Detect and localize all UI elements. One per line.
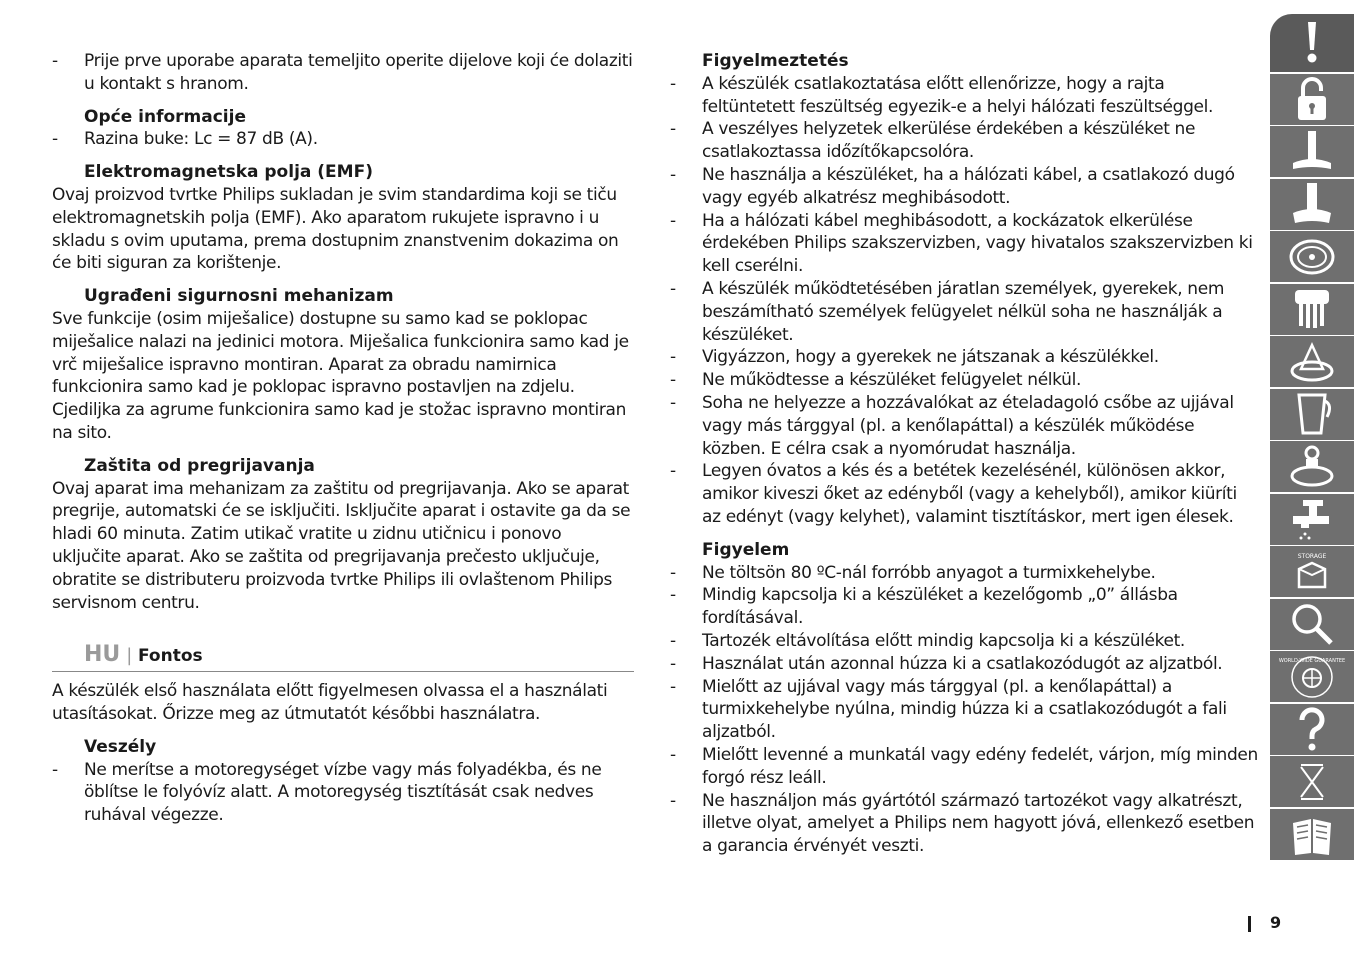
section-title: Fontos xyxy=(138,646,203,667)
section-tabs xyxy=(1270,14,1354,861)
tab-environment[interactable] xyxy=(1270,756,1354,807)
list-item: - A veszélyes helyzetek elkerülése érdekében a készüléket ne csatlakoztassa időzítőkapcsolóra. xyxy=(670,118,1260,164)
tab-grater[interactable] xyxy=(1270,284,1354,335)
list-item: - Ne töltsön 80 ºC-nál forróbb anyagot a turmixkehelybe. xyxy=(670,562,1260,585)
unlock-icon xyxy=(1289,76,1335,122)
language-code: HU xyxy=(84,642,121,668)
list-item: - Mielőtt levenné a munkatál vagy edény fedelét, várjon, míg minden forgó rész leáll. xyxy=(670,744,1260,790)
list-item: - Legyen óvatos a kés és a betétek kezelésénél, különösen akkor, amikor kiveszi őket az edényből (vagy a kehelyből), amikor kiüríti az edényt (vagy kelyhet), valamint tisztításkor, mert igen élesek. xyxy=(670,460,1260,528)
tab-citrus-press[interactable] xyxy=(1270,336,1354,387)
list-item: - A készülék működtetésében járatlan személyek, gyerekek, nem beszámítható személyek felügyelet nélkül soha ne használják a készüléket. xyxy=(670,278,1260,346)
juicer-icon xyxy=(1289,444,1335,490)
storage-text: STORAGE xyxy=(1297,552,1327,560)
list-item: - Prije prve uporabe aparata temeljito operite dijelove koji će dolaziti u kontakt s hranom. xyxy=(52,50,634,96)
section-heading-danger: Veszély xyxy=(84,736,157,757)
tab-guarantee[interactable] xyxy=(1270,651,1354,702)
list-item: - Ne működtesse a készüléket felügyelet nélkül. xyxy=(670,369,1260,392)
danger-list xyxy=(52,759,634,827)
list-item: - Mielőtt az ujjával vagy más tárggyal (pl. a kenőlapáttal) a turmixkehelybe nyúlna, mindig húzza ki a csatlakozódugót a fali aljzatból. xyxy=(670,676,1260,744)
tab-safety[interactable] xyxy=(1270,74,1354,125)
general-list xyxy=(52,128,634,151)
exclamation-icon xyxy=(1289,20,1335,66)
caution-list xyxy=(670,562,1260,858)
blender-jar-icon xyxy=(1289,391,1335,437)
section-heading-caution: Figyelem xyxy=(702,539,790,560)
citrus-press-icon xyxy=(1289,339,1335,385)
guarantee-icon xyxy=(1278,654,1346,700)
list-item: - Ne merítse a motoregységet vízbe vagy más folyadékba, és ne öblítse le folyóvíz alatt. A motoregység tisztítását csak nedves ruhával végezze. xyxy=(52,759,634,827)
section-heading-safety: Ugrađeni sigurnosni mehanizam xyxy=(84,286,394,307)
emf-paragraph: Ovaj proizvod tvrtke Philips sukladan je svim standardima koji se tiču elektromagnetskih polja (EMF). Ako aparatom rukujete ispravno i u skladu s ovim uputama, prema dostupnim znanstvenim dokazima on će biti siguran za korištenje. xyxy=(52,184,619,274)
storage-icon xyxy=(1289,549,1335,595)
safety-paragraph: Sve funkcije (osim miješalice) dostupne su samo kad se poklopac miješalice nalazi na jedinici motora. Miješalica funkcionira samo kad je vrč miješalice ispravno montiran. Aparat za obradu namirnica funkcionira samo kad je poklopac ispravno postavljen na zdjelu. Cjediljka za agrume funkcionira samo kad je stožac ispravno montiran na sito. xyxy=(52,308,629,443)
section-heading-general: Opće informacije xyxy=(84,106,246,127)
tab-cleaning[interactable] xyxy=(1270,494,1354,545)
dough-blade-icon xyxy=(1289,181,1335,227)
list-item: - Mindig kapcsolja ki a készüléket a kezelőgomb „0” állásba fordításával. xyxy=(670,584,1260,630)
tab-juicer[interactable] xyxy=(1270,441,1354,492)
disc-icon xyxy=(1289,234,1335,280)
left-column xyxy=(52,50,634,827)
tab-troubleshooting-search[interactable] xyxy=(1270,599,1354,650)
hu-intro-paragraph: A készülék első használata előtt figyelmesen olvassa el a használati utasításokat. Őrizze meg az útmutatót későbbi használatra. xyxy=(52,681,608,724)
tab-storage[interactable] xyxy=(1270,546,1354,597)
intro-list xyxy=(52,50,634,96)
list-item: - Tartozék eltávolítása előtt mindig kapcsolja ki a készüléket. xyxy=(670,630,1260,653)
book-icon xyxy=(1289,811,1335,857)
section-heading-warning: Figyelmeztetés xyxy=(702,51,849,71)
page-number: 9 xyxy=(1270,913,1282,932)
right-column xyxy=(670,50,1260,858)
disposal-icon xyxy=(1289,759,1335,805)
tap-icon xyxy=(1289,496,1335,542)
tab-blender-jar[interactable] xyxy=(1270,389,1354,440)
grater-icon xyxy=(1289,286,1335,332)
tab-important[interactable] xyxy=(1270,14,1354,72)
magnifier-icon xyxy=(1289,601,1335,647)
list-item: - Soha ne helyezze a hozzávalókat az ételadagoló csőbe az ujjával vagy más tárggyal (pl. a kenőlapáttal) a készülék működése közben. E célra csak a nyomórudat használja. xyxy=(670,392,1260,460)
tab-blade[interactable] xyxy=(1270,126,1354,177)
hu-section xyxy=(52,644,634,827)
tab-questions[interactable] xyxy=(1270,704,1354,755)
section-heading-emf: Elektromagnetska polja (EMF) xyxy=(84,162,373,183)
tab-dough-blade[interactable] xyxy=(1270,179,1354,230)
tab-manual[interactable] xyxy=(1270,809,1354,860)
list-item: - Vigyázzon, hogy a gyerekek ne játszanak a készülékkel. xyxy=(670,346,1260,369)
section-heading-overheat: Zaštita od pregrijavanja xyxy=(84,455,315,476)
list-item: - Razina buke: Lc = 87 dB (A). xyxy=(52,128,634,151)
tab-disc[interactable] xyxy=(1270,231,1354,282)
guarantee-text: WORLD-WIDE GUARANTEE xyxy=(1278,657,1346,664)
overheat-paragraph: Ovaj aparat ima mehanizam za zaštitu od pregrijavanja. Ako se aparat pregrije, automatski će se isključiti. Isključite aparat i ostavite ga da se hladi 60 minuta. Zatim utikač vratite u zidnu utičnicu i ponovo uključite aparat. Ako se zaštita od pregrijavanja prečesto uključuje, obratite se distributeru proizvoda tvrtke Philips ili ovlaštenom Philips servisnom centru. xyxy=(52,478,631,613)
list-item: - Ha a hálózati kábel meghibásodott, a kockázatok elkerülése érdekében Philips szakszervizben, vagy hivatalos szakszervizben ki kell cserélni. xyxy=(670,210,1260,278)
list-item: - Ne használja a készüléket, ha a hálózati kábel, a csatlakozó dugó vagy egyéb alkatrész meghibásodott. xyxy=(670,164,1260,210)
page-marker xyxy=(1248,916,1251,932)
list-item: - Használat után azonnal húzza ki a csatlakozódugót az aljzatból. xyxy=(670,653,1260,676)
list-item: - Ne használjon más gyártótól származó tartozékot vagy alkatrészt, illetve olyat, amelyet a Philips nem hagyott jóvá, ellenkező esetben a garancia érvényét veszti. xyxy=(670,790,1260,858)
title-separator: | xyxy=(126,645,132,667)
list-item: - A készülék csatlakoztatása előtt ellenőrizze, hogy a rajta feltüntetett feszültség egyezik-e a helyi hálózati feszültséggel. xyxy=(670,73,1260,119)
question-icon xyxy=(1289,706,1335,752)
warning-list xyxy=(670,73,1260,529)
blade-icon xyxy=(1289,129,1335,175)
language-section-title xyxy=(52,644,634,672)
